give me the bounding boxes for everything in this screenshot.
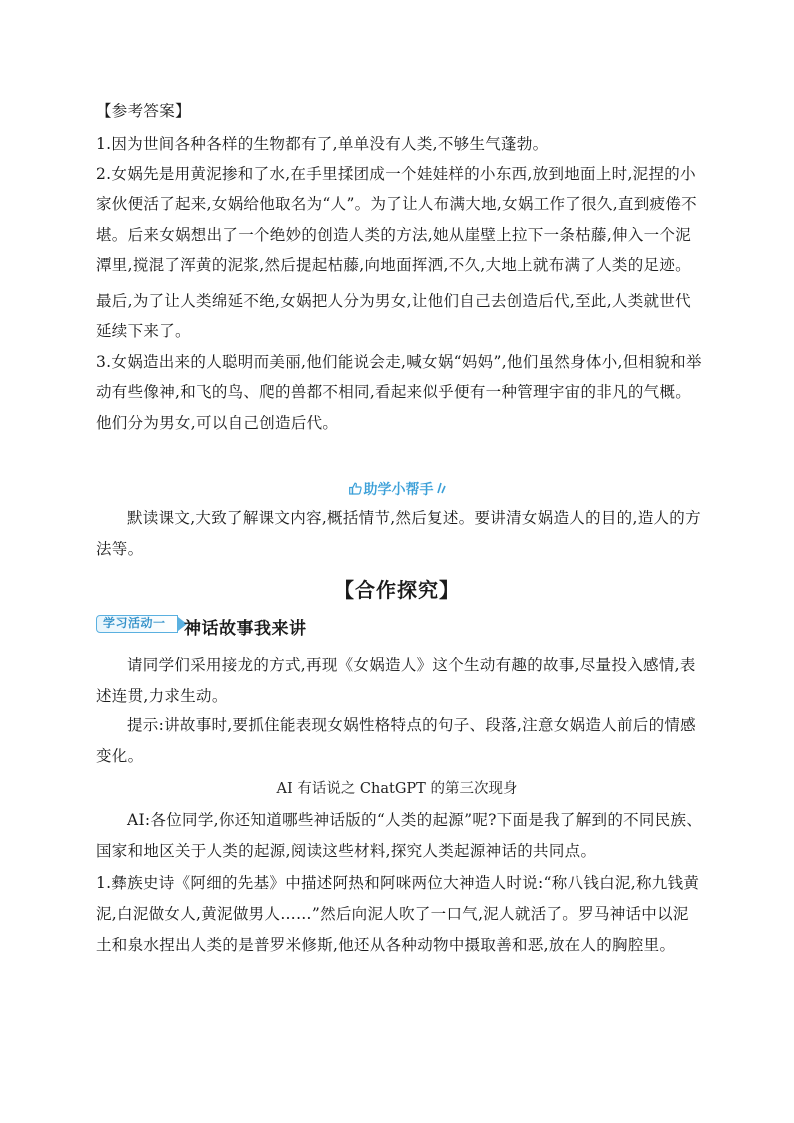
thumbs-up-icon bbox=[349, 482, 362, 498]
answer-line: 动有些像神,和飞的鸟、爬的兽都不相同,看起来似乎便有一种管理宇宙的非凡的气概。 bbox=[96, 383, 692, 401]
ai-material-line: 土和泉水捏出人类的是普罗米修斯,他还从各种动物中摄取善和恶,放在人的胸腔里。 bbox=[96, 936, 676, 954]
helper-paragraph-line: 默读课文,大致了解课文内容,概括情节,然后复述。要讲清女娲造人的目的,造人的方 bbox=[127, 509, 701, 527]
activity-badge bbox=[96, 615, 178, 633]
answer-line: 潭里,搅混了浑黄的泥浆,然后提起枯藤,向地面挥洒,不久,大地上就布满了人类的足迹。 bbox=[96, 256, 691, 274]
activity-paragraph-line: 请同学们采用接龙的方式,再现《女娲造人》这个生动有趣的故事,尽量投入感情,表 bbox=[127, 656, 696, 674]
ai-material-line: 1.彝族史诗《阿细的先基》中描述阿热和阿咪两位大神造人时说:“称八钱白泥,称九钱黄 bbox=[96, 874, 700, 892]
answer-header: 【参考答案】 bbox=[96, 102, 191, 120]
answer-line: 堪。后来女娲想出了一个绝妙的创造人类的方法,她从崖壁上拉下一条枯藤,伸入一个泥 bbox=[96, 226, 692, 244]
activity-paragraph-line: 述连贯,力求生动。 bbox=[96, 687, 228, 705]
answer-line: 3.女娲造出来的人聪明而美丽,他们能说会走,喊女娲“妈妈”,他们虽然身体小,但相貌和举 bbox=[96, 353, 702, 371]
tip-paragraph-line: 变化。 bbox=[96, 747, 144, 765]
sparkle-icon bbox=[436, 482, 446, 498]
ai-material-line: 泥,白泥做女人,黄泥做男人……”然后向泥人吹了一口气,泥人就活了。罗马神话中以泥 bbox=[96, 905, 689, 923]
helper-text-label: 助学小帮手 bbox=[363, 482, 434, 498]
activity-title: 神话故事我来讲 bbox=[184, 619, 307, 639]
answer-line: 他们分为男女,可以自己创造后代。 bbox=[96, 414, 339, 432]
answer-line: 2.女娲先是用黄泥掺和了水,在手里揉团成一个娃娃样的小东西,放到地面上时,泥捏的小 bbox=[96, 165, 696, 183]
answer-line: 家伙便活了起来,女娲给他取名为“人”。为了让人布满大地,女娲工作了很久,直到疲倦不 bbox=[96, 195, 697, 213]
ai-heading: AI 有话说之 ChatGPT 的第三次现身 bbox=[276, 781, 518, 797]
answer-line: 1.因为世间各种各样的生物都有了,单单没有人类,不够生气蓬勃。 bbox=[96, 135, 549, 153]
ai-intro-line: AI:各位同学,你还知道哪些神话版的“人类的起源”呢?下面是我了解到的不同民族、 bbox=[127, 811, 703, 829]
ai-intro-line: 国家和地区关于人类的起源,阅读这些材料,探究人类起源神话的共同点。 bbox=[96, 842, 597, 860]
tip-paragraph-line: 提示:讲故事时,要抓住能表现女娲性格特点的句子、段落,注意女娲造人前后的情感 bbox=[127, 716, 696, 734]
helper-paragraph-line: 法等。 bbox=[96, 540, 144, 558]
activity-badge-label: 学习活动一 bbox=[103, 616, 166, 630]
helper-label bbox=[0, 479, 794, 499]
section-title: 【合作探究】 bbox=[334, 578, 460, 602]
answer-line: 最后,为了让人类绵延不绝,女娲把人分为男女,让他们自己去创造后代,至此,人类就世代 bbox=[96, 292, 691, 310]
answer-line: 延续下来了。 bbox=[96, 322, 191, 340]
